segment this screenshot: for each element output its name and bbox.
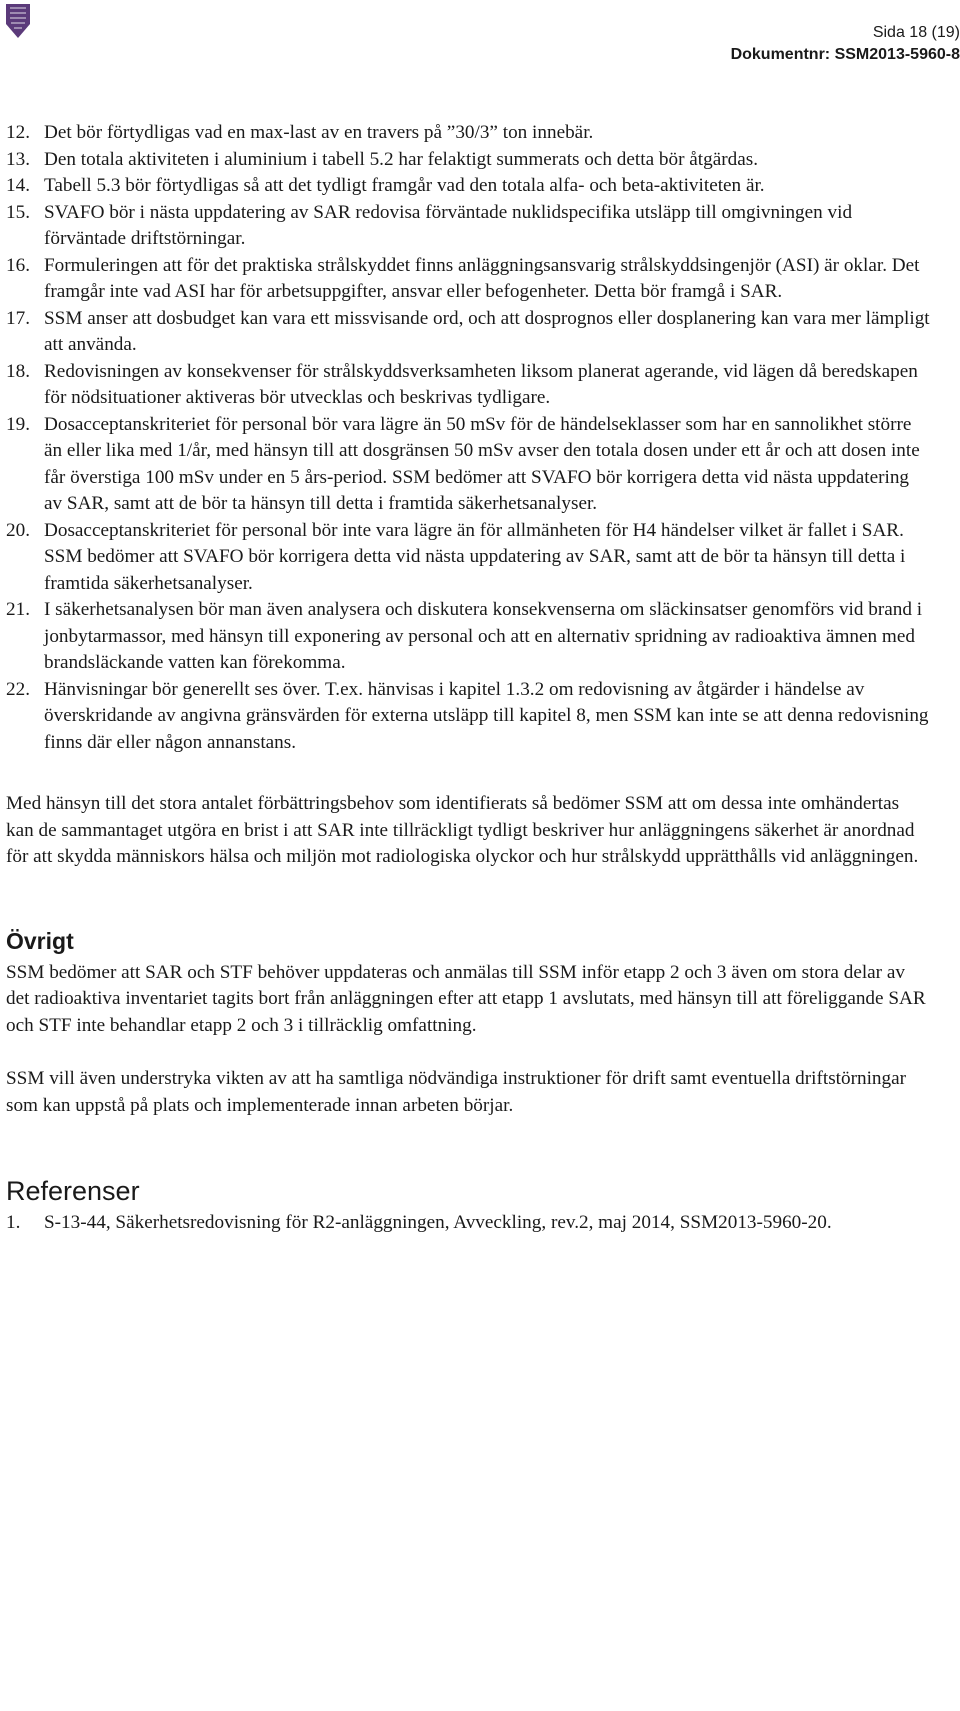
finding-item-number: 20. [6, 519, 30, 541]
finding-item-text: Tabell 5.3 bör förtydligas så att det tydligt framgår vad den totala alfa- och beta-aktiviteten är. [44, 175, 765, 196]
finding-item-number: 22. [6, 678, 30, 700]
finding-item-text: Dosacceptanskriteriet för personal bör vara lägre än 50 mSv för de händelseklasser som har en sannolikhet större än eller lika med 1/år, med hänsyn till att dosgränsen 50 mSv avser den totala dosen under ett år och att dosen inte får överstiga 100 mSv under en 5 års-period. SSM bedömer att SVAFO bör korrigera detta vid nästa uppdatering av SAR, samt att de bör ta hänsyn till detta i framtida säkerhetsanalyser. [44, 413, 920, 514]
finding-item [6, 120, 931, 147]
finding-item-text: I säkerhetsanalysen bör man även analysera och diskutera konsekvenserna om släckinsatser genomförs vid brand i jonbytarmassor, med hänsyn till exponering av personal och att en alternativ spridning av radioaktiva ämnen med brandsläckande vatten kan förekomma. [44, 599, 923, 673]
finding-item [6, 200, 931, 253]
finding-item-text: Dosacceptanskriteriet för personal bör inte vara lägre än för allmänheten för H4 händelser vilket är fallet i SAR. SSM bedömer att SVAFO bör korrigera detta vid nästa uppdatering av SAR, samt att de bör ta hänsyn till detta i framtida säkerhetsanalyser. [44, 519, 906, 594]
finding-item-number: 14. [6, 175, 30, 196]
finding-item [6, 173, 931, 200]
page-header [560, 22, 960, 66]
finding-item-number: 18. [6, 360, 30, 382]
section-heading-ovrigt: Övrigt [6, 927, 74, 954]
finding-item-text: SVAFO bör i nästa uppdatering av SAR redovisa förväntade nuklidspecifika utsläpp till omgivningen vid förväntade driftstörningar. [44, 201, 853, 249]
reference-list [6, 1210, 931, 1237]
ovrigt-paragraph-1: SSM bedömer att SAR och STF behöver uppdateras och anmälas till SSM inför etapp 2 och 3 även om stora delar av det radioaktiva inventariet tagits bort från anläggningen efter att etapp 1 avslutats, med hänsyn till att föreliggande SAR och STF inte behandlar etapp 2 och 3 i tillräcklig omfattning. [6, 961, 926, 1036]
section-heading-referenser: Referenser [6, 1176, 140, 1206]
finding-item-number: 13. [6, 148, 30, 170]
finding-item [6, 597, 931, 677]
finding-item-text: Formuleringen att för det praktiska strålskyddet finns anläggningsansvarig strålskyddsingenjör (ASI) är oklar. Det framgår inte vad ASI har för arbetsuppgifter, ansvar eller befogenheter. Detta bör framgå i SAR. [44, 254, 920, 302]
reference-item [6, 1210, 931, 1237]
finding-item-number: 12. [6, 122, 30, 143]
finding-item [6, 359, 931, 412]
finding-item-number: 16. [6, 254, 30, 276]
ssm-logo-icon [6, 4, 30, 38]
page-number: Sida 18 (19) [872, 24, 960, 41]
finding-item-number: 19. [6, 413, 30, 435]
finding-item-text: Redovisningen av konsekvenser för strålskyddsverksamheten liksom planerat agerande, vid lägen då beredskapen för nödsituationer aktiveras bör utvecklas och beskrivas tydligare. [44, 360, 918, 408]
reference-item-number: 1. [6, 1212, 21, 1233]
finding-item-text: Det bör förtydligas vad en max-last av en travers på ”30/3” ton innebär. [44, 122, 594, 143]
finding-item-text: Hänvisningar bör generellt ses över. T.ex. hänvisas i kapitel 1.3.2 om redovisning av åtgärder i händelse av överskridande av angivna gränsvärden för externa utsläpp till kapitel 8, men SSM kan inte se att denna redovisning finns där eller någon annanstans. [44, 678, 929, 753]
finding-item [6, 412, 931, 518]
findings-list [6, 120, 931, 756]
finding-item-number: 17. [6, 307, 30, 329]
finding-item [6, 306, 931, 359]
finding-item [6, 147, 931, 174]
summary-paragraph: Med hänsyn till det stora antalet förbättringsbehov som identifierats så bedömer SSM att om dessa inte omhändertas kan de sammantaget utgöra en brist i att SAR inte tillräckligt tydligt beskriver hur anläggningens säkerhet är anordnad för att skydda människors hälsa och miljön mot radiologiska olyckor och hur strålskydd upprätthålls vid anläggningen. [6, 793, 919, 867]
finding-item [6, 253, 931, 306]
finding-item [6, 518, 931, 598]
document-number: Dokumentnr: SSM2013-5960-8 [730, 46, 960, 63]
ovrigt-paragraph-2: SSM vill även understryka vikten av att ha samtliga nödvändiga instruktioner för drift samt eventuella driftstörningar som kan uppstå på plats och implementerade innan arbeten börjar. [6, 1068, 907, 1116]
document-body [6, 120, 931, 1237]
finding-item-number: 15. [6, 201, 30, 223]
finding-item-number: 21. [6, 599, 30, 620]
finding-item-text: SSM anser att dosbudget kan vara ett missvisande ord, och att dosprognos eller dosplanering kan vara mer lämpligt att använda. [44, 307, 930, 355]
reference-item-text: S-13-44, Säkerhetsredovisning för R2-anläggningen, Avveckling, rev.2, maj 2014, SSM2013-5960-20. [44, 1212, 832, 1233]
finding-item-text: Den totala aktiviteten i aluminium i tabell 5.2 har felaktigt summerats och detta bör åtgärdas. [44, 148, 758, 170]
finding-item [6, 677, 931, 757]
